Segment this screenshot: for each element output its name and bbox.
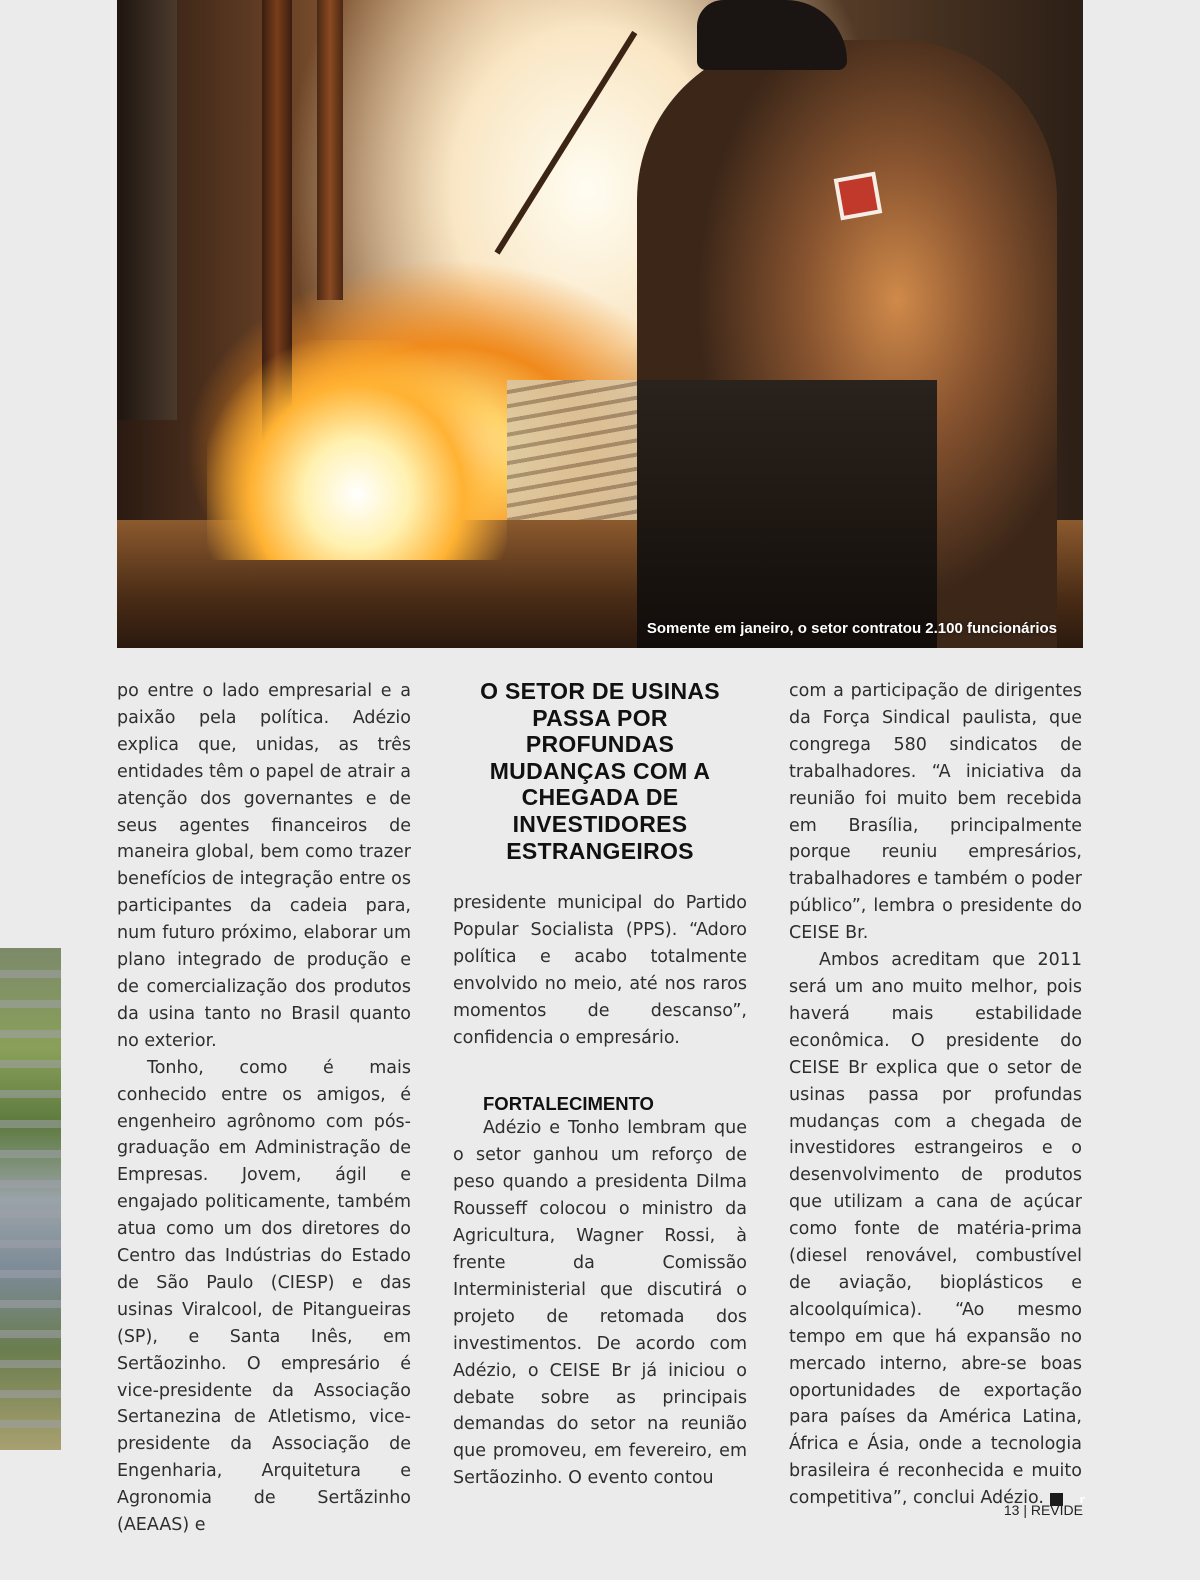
worker-apron-shape: [637, 380, 937, 648]
paragraph: po entre o lado empresarial e a paixão pela política. Adézio explica que, unidas, as três entidades têm o papel de atrair a atenção dos governantes e de seus agentes financeiros de maneira global, bem como trazer benefícios de integração entre os participantes da cadeia para, num futuro próximo, elaborar um plano integrado de produção e de comercialização dos produtos da usina tanto no Brasil quanto no exterior.: [117, 681, 411, 1051]
paragraph-final: [789, 947, 1085, 1512]
article-column-3: [789, 678, 1085, 1512]
article-column-1: [117, 678, 411, 1539]
uniform-logo-icon: [834, 172, 883, 221]
paragraph: Adézio e Tonho lembram que o setor ganhou um reforço de peso quando a presidenta Dilma Rousseff colocou o ministro da Agricultura, Wagner Rossi, à frente da Comissão Interministerial que discutirá o projeto de retomada dos investimentos. De acordo com Adézio, o CEISE Br já iniciou o debate sobre as principais demandas do setor na reunião que promoveu, em fevereiro, em Sertãozinho. O evento contou: [453, 1118, 747, 1489]
page-folio: 13 | REVIDE: [1003, 1502, 1083, 1518]
section-subheading: FORTALECIMENTO: [483, 1093, 654, 1115]
article-column-2: [453, 890, 747, 1492]
paragraph: com a participação de dirigentes da Força Sindical paulista, que congrega 580 sindicatos de trabalhadores. “A iniciativa da reunião foi muito bem recebida em Brasília, principalmente porque reuniu empresários, trabalhadores e também o poder público”, lembra o presidente do CEISE Br.: [789, 681, 1082, 944]
end-of-article-icon: r: [1050, 1493, 1063, 1506]
paragraph: presidente municipal do Partido Popular Socialista (PPS). “Adoro política e acabo totalmente envolvido no meio, até nos raros momentos de descanso”, confidencia o empresário.: [453, 893, 747, 1048]
worker-helmet-shape: [697, 0, 847, 70]
photo-caption: Somente em janeiro, o setor contratou 2.100 funcionários: [646, 620, 1057, 637]
paragraph: Tonho, como é mais conhecido entre os amigos, é engenheiro agrônomo com pós-graduação em Administração de Empresas. Jovem, ágil e engajado politicamente, também atua como um dos diretores do Centro das Indústrias do Estado de São Paulo (CIESP) e das usinas Viralcool, de Pitangueiras (SP), e Santa Inês, em Sertãozinho. O empresário é vice-presidente da Associação Sertanezina de Atletismo, vice-presidente da Associação de Engenharia, Arquitetura e Agronomia de Sertãzinho (AEAAS) e: [117, 1057, 411, 1536]
molten-fire-shape: [207, 340, 507, 560]
aerial-city-photo-strip: [0, 948, 61, 1450]
steel-frame-shape: [117, 0, 177, 420]
paragraph-text: Ambos acreditam que 2011 será um ano muito melhor, pois haverá mais estabilidade econômica. O presidente do CEISE Br explica que o setor de usinas passa por profundas mudanças com a chegada de investidores estrangeiros e o desenvolvimento de produtos que utilizam a cana de açúcar como fonte de matéria-prima (diesel renovável, combustível de aviação, bioplásticos e alcoolquímica). “Ao mesmo tempo em que há expansão no mercado interno, abre-se boas oportunidades de exportação para países da América Latina, África e Ásia, onde a tecnologia brasileira é reconhecida e muito competitiva”, conclui Adézio.: [789, 950, 1082, 1509]
rusted-beam-shape-2: [317, 0, 343, 300]
foundry-worker-photo: [117, 0, 1083, 648]
scrap-pile-shape: [507, 380, 647, 530]
metal-rod-shape: [494, 31, 637, 255]
pull-quote: O SETOR DE USINAS PASSA POR PROFUNDAS MUDANÇAS COM A CHEGADA DE INVESTIDORES ESTRANGEIROS: [480, 678, 720, 864]
